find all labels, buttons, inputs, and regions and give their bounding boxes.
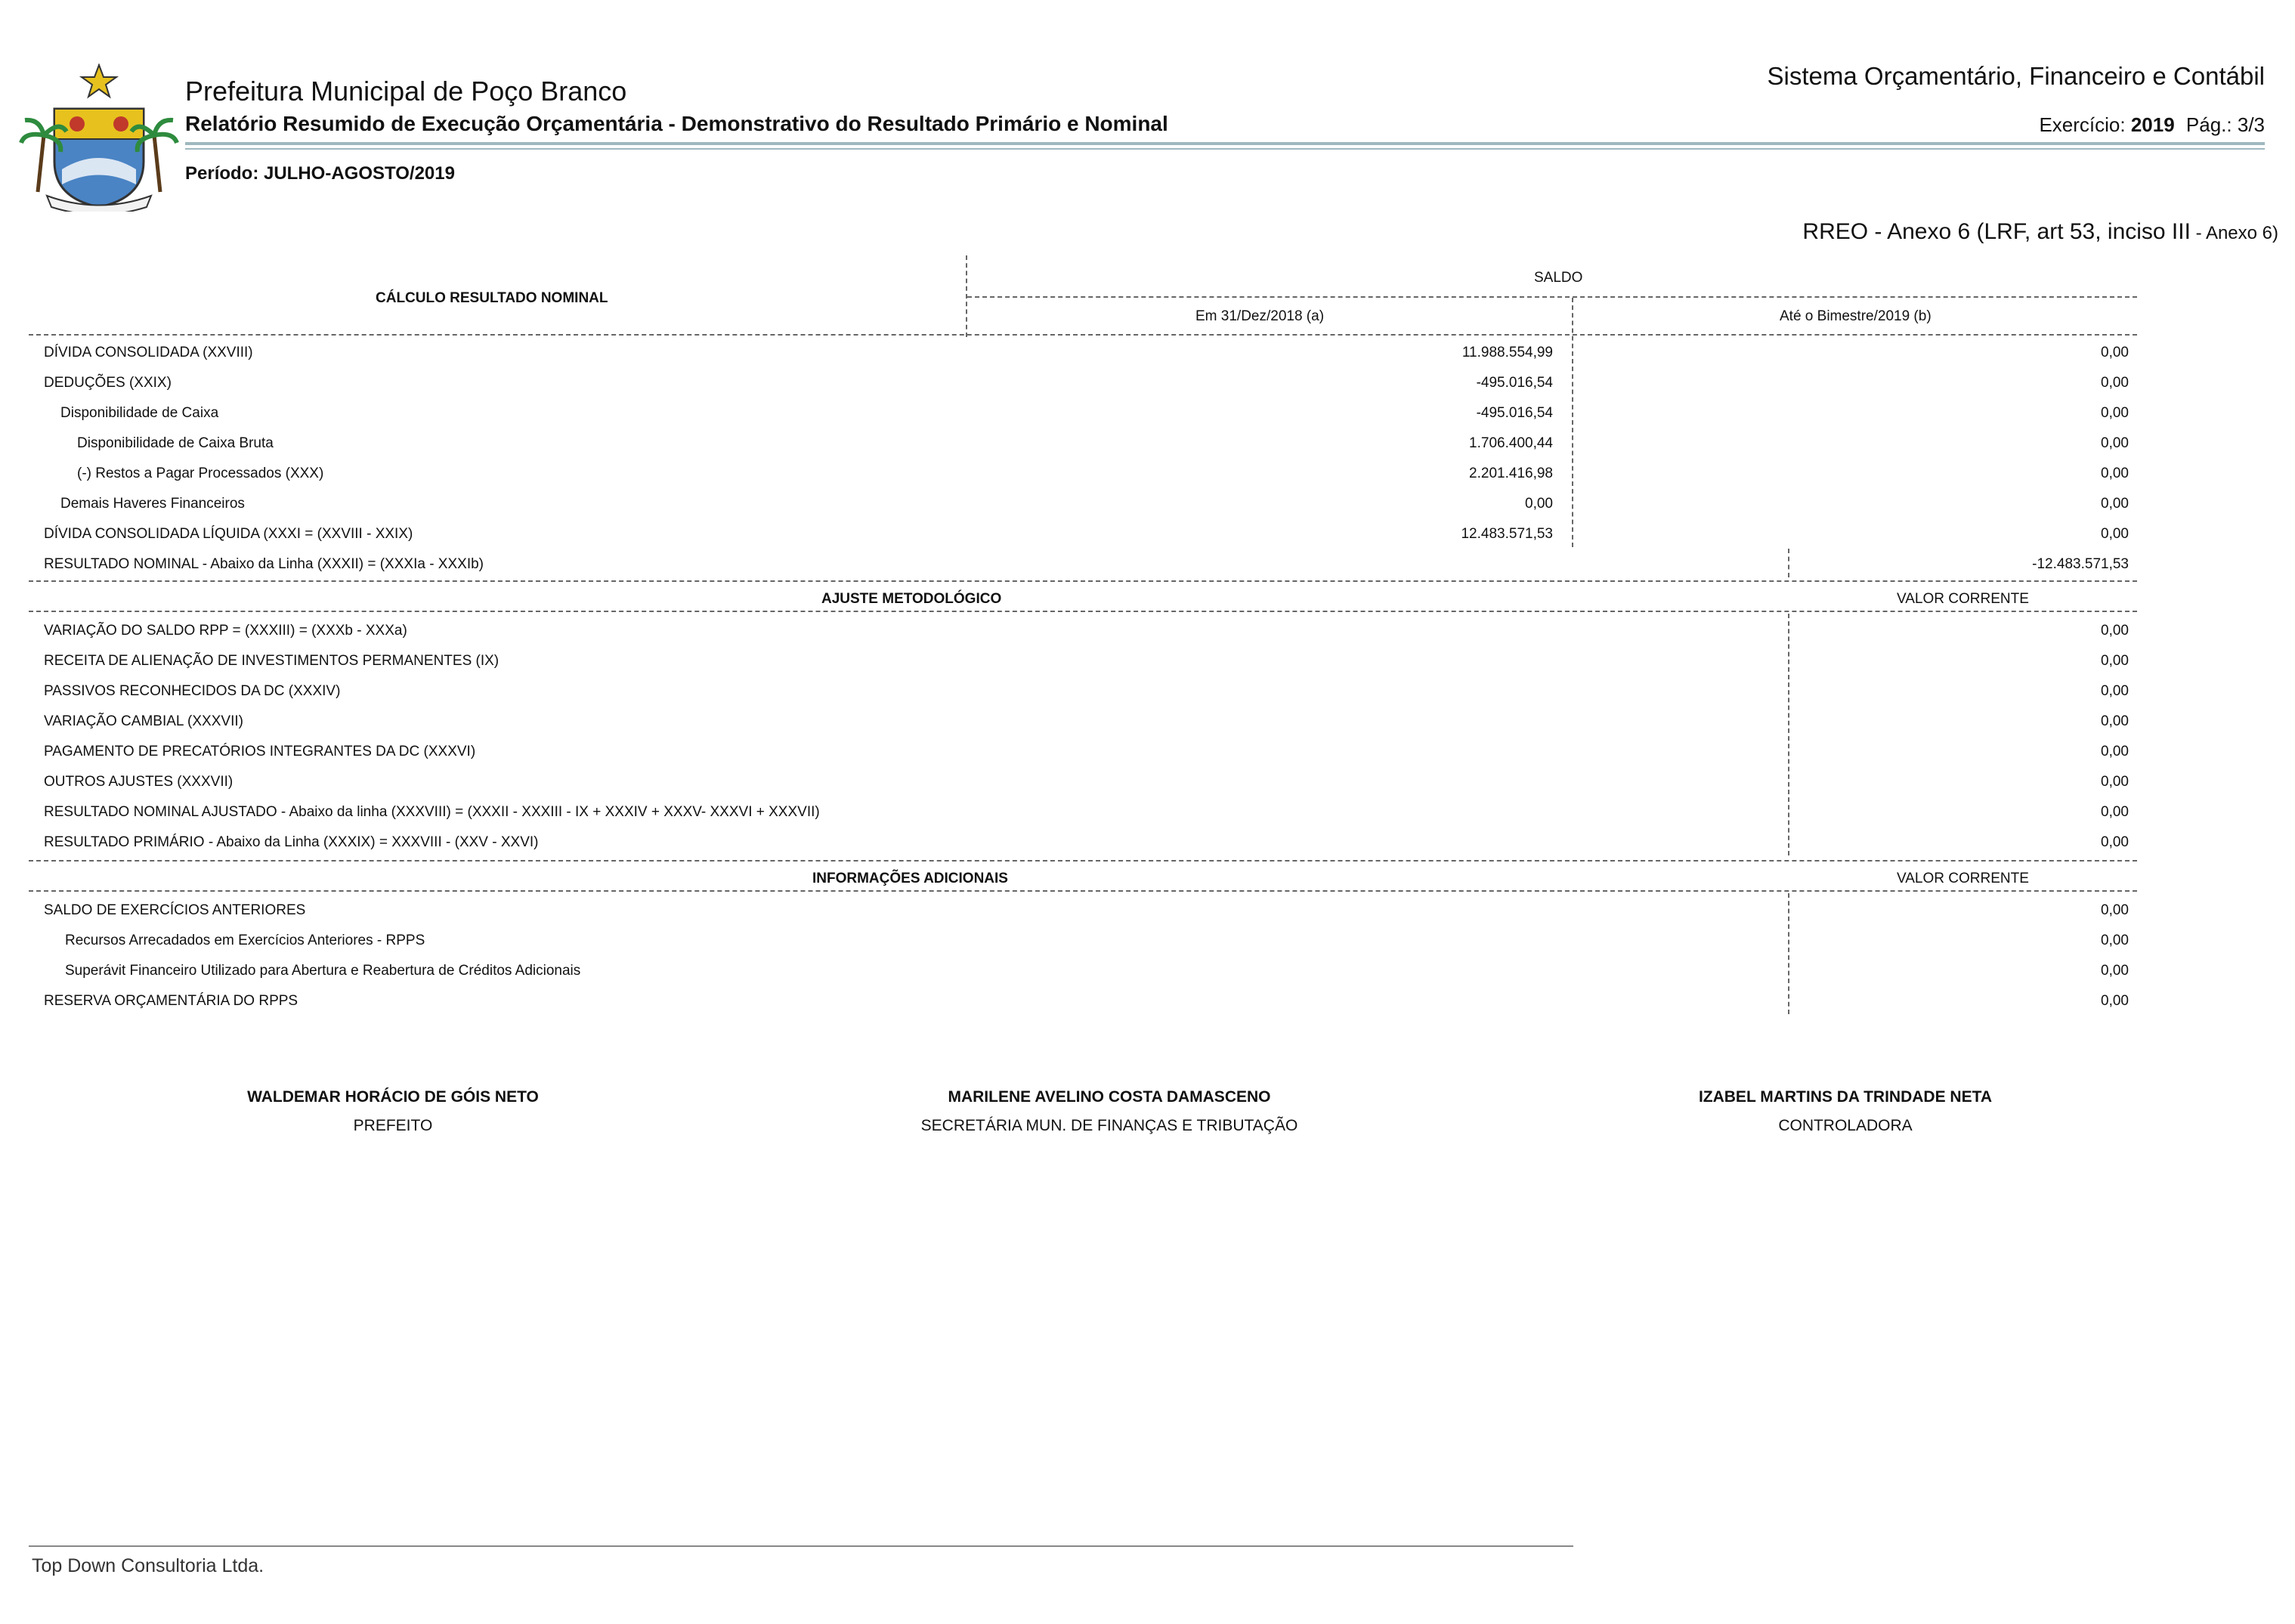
- table-row-label: RESULTADO NOMINAL AJUSTADO - Abaixo da linha (XXXVIII) = (XXXII - XXXIII - IX + XXXIV + XXXV- XXXVI + XXXVII): [44, 804, 820, 820]
- table-row-label: Recursos Arrecadados em Exercícios Anteriores - RPPS: [65, 933, 425, 948]
- table-row-label: (-) Restos a Pagar Processados (XXX): [77, 466, 324, 481]
- ajuste-valor-header: VALOR CORRENTE: [1897, 591, 2029, 607]
- table-rule: [29, 334, 2137, 336]
- table-row-value: 0,00: [2101, 804, 2129, 820]
- table-row-label: Demais Haveres Financeiros: [60, 496, 245, 512]
- table-row-label: OUTROS AJUSTES (XXXVII): [44, 774, 234, 790]
- table-row-value-a: -495.016,54: [1476, 405, 1553, 421]
- table-row-value: 0,00: [2101, 774, 2129, 790]
- column-divider: [1788, 614, 1789, 855]
- exercise-year: 2019: [2130, 113, 2175, 136]
- system-name: Sistema Orçamentário, Financeiro e Contábil: [1767, 62, 2265, 90]
- header-rule-saldo: [967, 296, 2137, 298]
- municipality-title: Prefeitura Municipal de Poço Branco: [185, 76, 627, 107]
- table-row-value-b: 0,00: [2101, 345, 2129, 360]
- exercise-page-info: [2039, 113, 2265, 137]
- signature-role: CONTROLADORA: [1778, 1117, 1913, 1134]
- table-row-label: VARIAÇÃO CAMBIAL (XXXVII): [44, 713, 243, 729]
- table-row-value: 0,00: [2101, 744, 2129, 759]
- column-divider: [1788, 549, 1789, 577]
- header-rule-thin: [185, 148, 2265, 150]
- footer-company: Top Down Consultoria Ltda.: [32, 1555, 264, 1576]
- table-row-value-b: 0,00: [2101, 405, 2129, 421]
- period: Período: JULHO-AGOSTO/2019: [185, 163, 455, 184]
- table-rule: [29, 611, 2137, 612]
- table-row-label: Superávit Financeiro Utilizado para Abertura e Reabertura de Créditos Adicionais: [65, 963, 581, 979]
- table-row-value-a: 12.483.571,53: [1461, 526, 1553, 542]
- info-valor-header: VALOR CORRENTE: [1897, 871, 2029, 886]
- signature-name: WALDEMAR HORÁCIO DE GÓIS NETO: [247, 1088, 539, 1106]
- table-row-value-a: 2.201.416,98: [1469, 466, 1553, 481]
- calculo-section-title: CÁLCULO RESULTADO NOMINAL: [376, 290, 608, 306]
- table-row-label: DEDUÇÕES (XXIX): [44, 375, 172, 391]
- table-row-label: RESERVA ORÇAMENTÁRIA DO RPPS: [44, 993, 298, 1009]
- table-row-value: 0,00: [2101, 933, 2129, 948]
- table-row-label: VARIAÇÃO DO SALDO RPP = (XXXIII) = (XXXb - XXXa): [44, 623, 407, 639]
- header-rule: [185, 142, 2265, 145]
- table-row-value: 0,00: [2101, 834, 2129, 850]
- table-row-value-a: 0,00: [1525, 496, 1553, 512]
- table-row-label: PASSIVOS RECONHECIDOS DA DC (XXXIV): [44, 683, 341, 699]
- table-row-value-b: 0,00: [2101, 435, 2129, 451]
- table-row-value: 0,00: [2101, 653, 2129, 669]
- table-row-value-a: 1.706.400,44: [1469, 435, 1553, 451]
- signature-name: IZABEL MARTINS DA TRINDADE NETA: [1698, 1088, 1993, 1106]
- column-header-b: Até o Bimestre/2019 (b): [1780, 308, 1932, 324]
- table-row-label: DÍVIDA CONSOLIDADA (XXVIII): [44, 345, 253, 360]
- table-rule: [29, 890, 2137, 892]
- table-row-value: 0,00: [2101, 623, 2129, 639]
- table-row-value-a: 11.988.554,99: [1461, 345, 1553, 360]
- table-row-label: Disponibilidade de Caixa: [60, 405, 219, 421]
- page-number: Pág.: 3/3: [2185, 113, 2265, 136]
- table-row-label: SALDO DE EXERCÍCIOS ANTERIORES: [44, 902, 306, 918]
- annex-main: RREO - Anexo 6 (LRF, art 53, inciso III: [1802, 219, 2191, 244]
- annex-suffix: - Anexo 6): [2190, 223, 2278, 243]
- table-row-value: 0,00: [2101, 713, 2129, 729]
- table-row-value: 0,00: [2101, 902, 2129, 918]
- table-row-value: 0,00: [2101, 963, 2129, 979]
- table-row-label: Disponibilidade de Caixa Bruta: [77, 435, 274, 451]
- table-row-value: 0,00: [2101, 993, 2129, 1009]
- resultado-nominal-label: RESULTADO NOMINAL - Abaixo da Linha (XXXII) = (XXXIa - XXXIb): [44, 556, 484, 572]
- table-row-value-b: 0,00: [2101, 526, 2129, 542]
- table-row-label: DÍVIDA CONSOLIDADA LÍQUIDA (XXXI = (XXVIII - XXIX): [44, 526, 413, 542]
- table-row-label: PAGAMENTO DE PRECATÓRIOS INTEGRANTES DA DC (XXXVI): [44, 744, 476, 759]
- column-divider: [1788, 893, 1789, 1014]
- table-row-value-b: 0,00: [2101, 375, 2129, 391]
- table-row-value-b: 0,00: [2101, 466, 2129, 481]
- signature-name: MARILENE AVELINO COSTA DAMASCENO: [948, 1088, 1271, 1106]
- table-row-label: RESULTADO PRIMÁRIO - Abaixo da Linha (XXXIX) = XXXVIII - (XXV - XXVI): [44, 834, 539, 850]
- table-rule: [29, 580, 2137, 582]
- table-row-value-a: -495.016,54: [1476, 375, 1553, 391]
- table-row-label: RECEITA DE ALIENAÇÃO DE INVESTIMENTOS PERMANENTES (IX): [44, 653, 500, 669]
- signature-role: SECRETÁRIA MUN. DE FINANÇAS E TRIBUTAÇÃO: [920, 1117, 1298, 1134]
- table-row-value-b: 0,00: [2101, 496, 2129, 512]
- exercise-label: Exercício:: [2039, 113, 2126, 136]
- resultado-nominal-value: -12.483.571,53: [2032, 556, 2129, 572]
- info-section-title: INFORMAÇÕES ADICIONAIS: [812, 871, 1008, 886]
- signature-role: PREFEITO: [353, 1117, 433, 1134]
- municipal-crest-icon: [17, 63, 181, 212]
- column-header-a: Em 31/Dez/2018 (a): [1195, 308, 1325, 324]
- annex-title: [1802, 219, 2278, 245]
- ajuste-section-title: AJUSTE METODOLÓGICO: [821, 591, 1002, 607]
- footer-rule: [29, 1545, 1573, 1547]
- table-row-value: 0,00: [2101, 683, 2129, 699]
- saldo-header: SALDO: [1534, 270, 1583, 286]
- table-rule: [29, 860, 2137, 861]
- report-title: Relatório Resumido de Execução Orçamentária - Demonstrativo do Resultado Primário e Nominal: [185, 112, 1168, 135]
